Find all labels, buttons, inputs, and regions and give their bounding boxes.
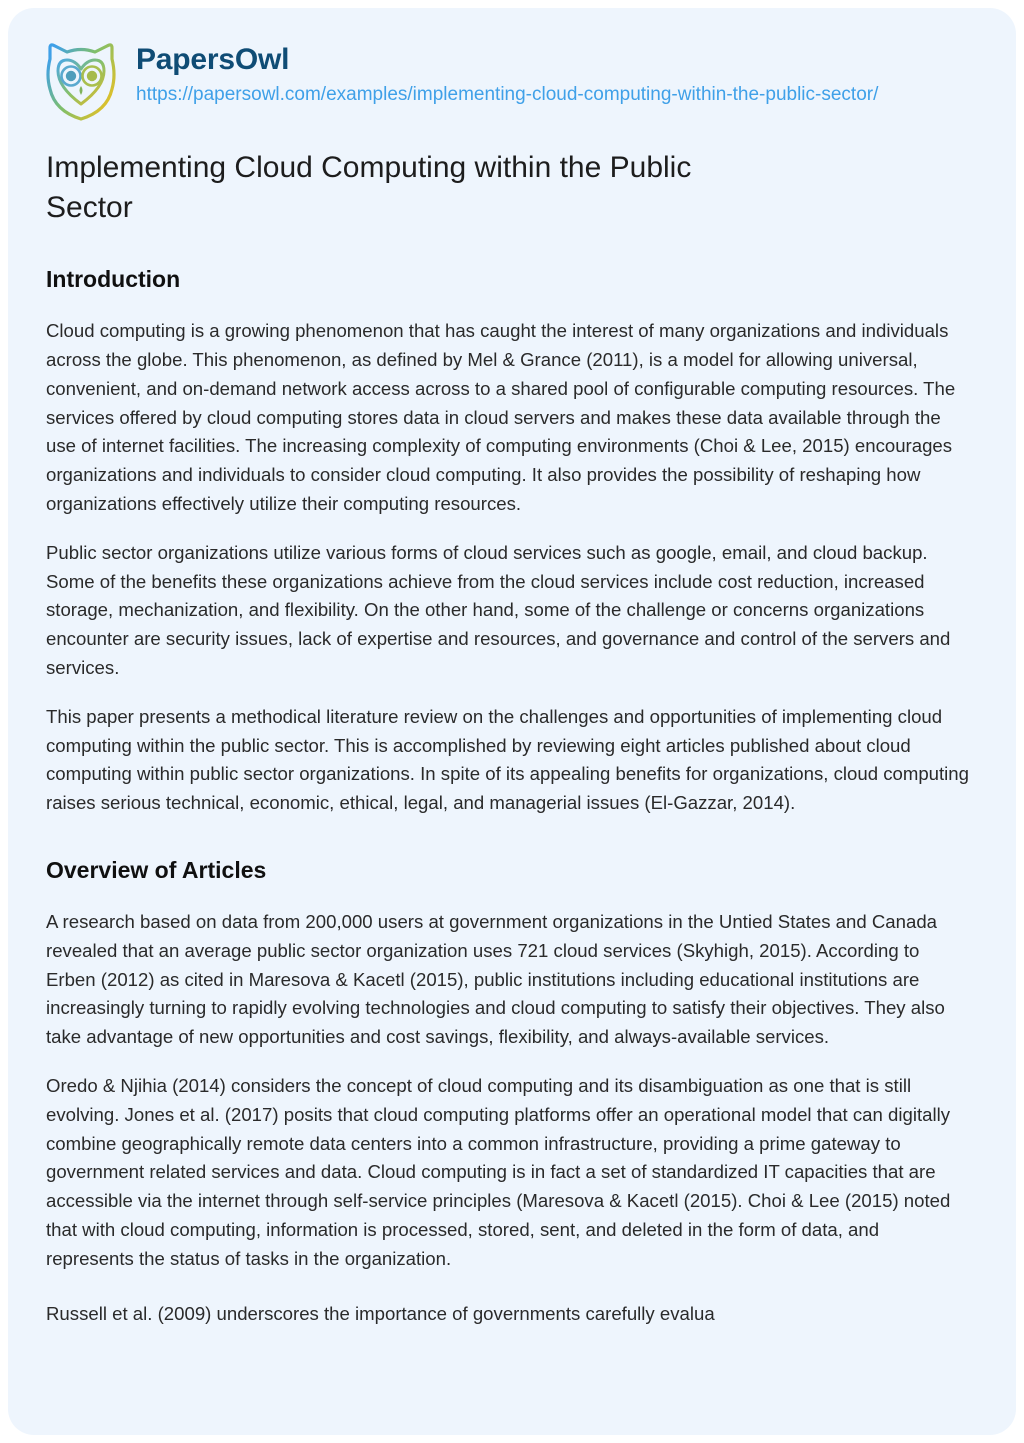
paragraph: A research based on data from 200,000 users at government organizations in the Untied States and Canada revealed that an average public sector organization uses 721 cloud services (Skyhigh, 2015). According to Erben (2012) as cited in Maresova & Kacetl (2015), public institutions including educational institutions are increasingly turning to rapidly evolving technologies and cloud computing to satisfy their objectives. They also take advantage of new opportunities and cost savings, flexibility, and always-available services. (46, 910, 945, 1048)
owl-logo-icon (40, 31, 122, 123)
article-body (8, 148, 1016, 1329)
paragraph: Oredo & Njihia (2014) considers the concept of cloud computing and its disambiguation as one that is still evolving. Jones et al. (2017) posits that cloud computing platforms offer an operational model that can digitally combine geographically remote data centers into a common infrastructure, providing a prime gateway to government related services and data. Cloud computing is in fact a set of standardized IT capacities that are accessible via the internet through self-service principles (Maresova & Kacetl (2015). Choi & Lee (2015) noted that with cloud computing, information is processed, stored, sent, and deleted in the form of data, and represents the status of tasks in the organization. (46, 1075, 951, 1269)
page-title: Implementing Cloud Computing within the Public Sector (46, 151, 692, 224)
paragraph-truncated: Russell et al. (2009) underscores the importance of governments carefully evalua (46, 1302, 715, 1324)
brand-name: PapersOwl (136, 42, 290, 76)
site-header (8, 8, 1016, 104)
paragraph: This paper presents a methodical literature review on the challenges and opportunities of implementing cloud computing within the public sector. This is accomplished by reviewing eight articles published about cloud computing within public sector organizations. In spite of its appealing benefits for organizations, cloud computing raises serious technical, economic, ethical, legal, and managerial issues (El-Gazzar, 2014). (46, 705, 969, 814)
site-url[interactable]: https://papersowl.com/examples/implementing-cloud-computing-within-the-public-sector/ (136, 83, 879, 105)
brand-block (136, 41, 878, 109)
paragraph: Public sector organizations utilize various forms of cloud services such as google, email, and cloud backup. Some of the benefits these organizations achieve from the cloud services include cost reduction, increased storage, mechanization, and flexibility. On the other hand, some of the challenge or concerns organizations encounter are security issues, lack of expertise and resources, and governance and control of the servers and services. (46, 541, 951, 679)
page-container (8, 8, 1016, 1435)
paragraph: Cloud computing is a growing phenomenon that has caught the interest of many organizations and individuals across the globe. This phenomenon, as defined by Mel & Grance (2011), is a model for allowing universal, convenient, and on-demand network access across to a shared pool of configurable computing resources. The services offered by cloud computing stores data in cloud servers and makes these data available through the use of internet facilities. The increasing complexity of computing environments (Choi & Lee, 2015) encourages organizations and individuals to consider cloud computing. It also provides the possibility of reshaping how organizations effectively utilize their computing resources. (46, 320, 956, 514)
section-heading-introduction: Introduction (46, 266, 181, 293)
section-heading-overview-of-articles: Overview of Articles (46, 857, 267, 884)
